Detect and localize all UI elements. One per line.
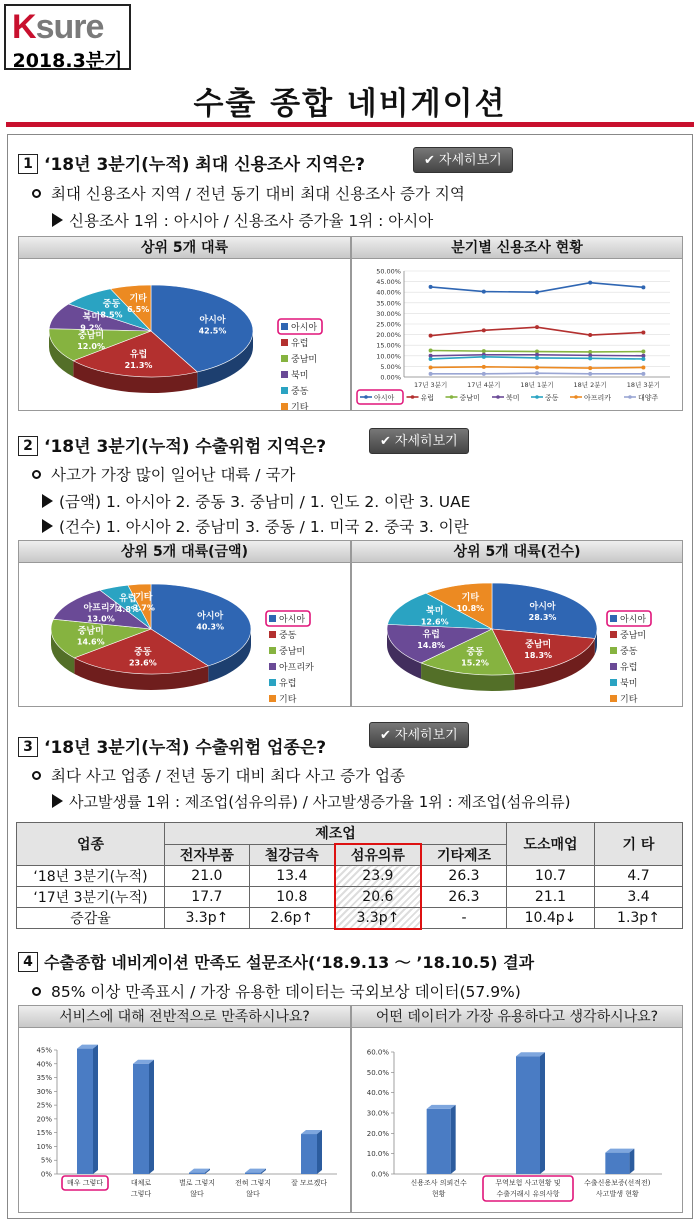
y-tick-label: 30.0% <box>366 1109 389 1118</box>
check-icon: ✔ <box>424 153 435 168</box>
y-tick-label: 20% <box>36 1115 52 1124</box>
sec2-heading <box>18 432 326 457</box>
legend-marker <box>450 395 454 399</box>
legend-label: 기타 <box>620 695 638 705</box>
sec1-answer: 신용조사 1위 : 아시아 / 신용조사 증가율 1위 : 아시아 <box>52 209 433 231</box>
pie-slice-value: 28.3% <box>528 613 557 623</box>
th-sub-highlight: 섬유의류 <box>335 844 421 866</box>
y-tick-label: 35% <box>36 1074 52 1083</box>
check-icon: ✔ <box>380 434 391 449</box>
legend-swatch <box>269 679 276 686</box>
check-icon: ✔ <box>380 728 391 743</box>
sec1-heading <box>18 150 365 175</box>
bar <box>189 1173 205 1174</box>
row-label: ‘17년 3분기(누적) <box>17 887 165 908</box>
pie-slice-value: 21.3% <box>124 360 153 370</box>
th-wholesale: 도소매업 <box>507 823 595 866</box>
legend-label: 유럽 <box>279 679 297 689</box>
pie-slice-name: 아시아 <box>197 611 224 622</box>
series-point <box>588 356 592 360</box>
legend-label: 중동 <box>620 647 638 657</box>
sec4-bar1-panel <box>18 1005 351 1213</box>
legend-label: 중동 <box>279 631 297 641</box>
x-tick-label: 사고발생 현황 <box>595 1190 639 1198</box>
pie-slice-value: 14.8% <box>417 641 446 651</box>
y-tick-label: 20.00% <box>376 331 401 340</box>
series-point <box>641 350 645 354</box>
legend-swatch <box>269 647 276 654</box>
series-point <box>535 325 539 329</box>
table-cell-highlight: 20.6 <box>335 887 421 908</box>
pie-slice-value: 14.6% <box>76 637 105 647</box>
x-tick-label: 수출거래시 유의사항 <box>496 1190 560 1198</box>
legend-swatch <box>281 355 288 362</box>
sec2-detail-button[interactable]: ✔ 자세히보기 <box>369 428 469 454</box>
table-cell: 4.7 <box>595 866 683 887</box>
bullet-circle-icon <box>32 189 41 198</box>
sec4-bar2-panel <box>351 1005 683 1213</box>
bullet-circle-icon <box>32 771 41 780</box>
bar <box>245 1173 261 1174</box>
legend-label: 중동 <box>545 394 559 402</box>
table-cell: 26.3 <box>421 887 507 908</box>
pie-slice-name: 유럽 <box>129 349 148 360</box>
series-point <box>429 365 433 369</box>
bar <box>133 1064 149 1174</box>
pie-slice-value: 9.2% <box>80 323 103 333</box>
sec4-question: 수출종합 네비게이션 만족도 설문조사(‘18.9.13 ～ ’18.10.5) 결과 <box>44 953 535 972</box>
sec4-bar1-title: 서비스에 대해 전반적으로 만족하시나요? <box>19 1006 350 1028</box>
line-chart-quarterly <box>352 259 682 410</box>
bar-side <box>317 1130 322 1174</box>
legend-marker <box>574 395 578 399</box>
legend-swatch <box>281 371 288 378</box>
table-cell: 3.3p↑ <box>165 908 250 929</box>
bar-chart-useful-data <box>352 1028 682 1212</box>
legend-label: 유럽 <box>291 339 309 349</box>
legend-label: 아프리카 <box>279 663 314 673</box>
pie-slice-value: 4.8% <box>116 605 139 615</box>
pie-slice-name: 기타 <box>461 593 480 604</box>
sec3-heading <box>18 733 326 758</box>
bar-top <box>605 1149 634 1153</box>
x-tick-label: 17년 4분기 <box>467 381 501 389</box>
series-point <box>482 290 486 294</box>
bar <box>605 1153 629 1174</box>
legend-label: 아프리카 <box>584 394 612 402</box>
pie-chart-amount <box>19 563 350 706</box>
pie-slice-value: 23.6% <box>128 658 157 668</box>
y-tick-label: 5.00% <box>380 362 401 371</box>
legend-swatch <box>610 631 617 638</box>
sec2-pie-amount-panel <box>18 540 351 707</box>
series-point <box>641 372 645 376</box>
y-tick-label: 45.00% <box>376 278 401 287</box>
series-point <box>429 349 433 353</box>
sec4-bar2-title: 어떤 데이터가 가장 유용하다고 생각하시나요? <box>352 1006 682 1028</box>
series-point <box>535 371 539 375</box>
pie-slice-value: 42.5% <box>198 326 227 336</box>
pie-slice-name: 북미 <box>82 312 101 323</box>
x-tick-label: 않다 <box>190 1190 204 1198</box>
legend-swatch <box>269 615 276 622</box>
legend-swatch <box>269 695 276 702</box>
legend-marker <box>535 395 539 399</box>
x-tick-label: 무역보험 사고현황 및 <box>495 1179 561 1187</box>
y-tick-label: 35.00% <box>376 299 401 308</box>
legend-swatch <box>269 631 276 638</box>
series-point <box>641 365 645 369</box>
legend-label: 기타 <box>291 403 309 410</box>
bar <box>427 1109 451 1174</box>
bar-chart-satisfaction <box>19 1028 350 1212</box>
y-tick-label: 15.00% <box>376 341 401 350</box>
legend-label: 아시아 <box>620 615 647 625</box>
pie-slice-name: 중동 <box>134 647 152 658</box>
x-tick-label: 18년 2분기 <box>573 381 607 389</box>
sec2-pie2-title: 상위 5개 대륙(건수) <box>352 541 682 563</box>
arrow-right-icon <box>52 794 63 808</box>
sec4-number: 4 <box>18 952 38 972</box>
bar-side <box>93 1045 98 1174</box>
pie-slice-value: 13.0% <box>86 614 115 624</box>
x-tick-label: 18년 1분기 <box>520 381 554 389</box>
series-point <box>482 349 486 353</box>
series-point <box>429 334 433 338</box>
pie-slice-name: 중남미 <box>77 626 104 637</box>
legend-swatch <box>610 647 617 654</box>
pie-slice-value: 18.3% <box>524 651 553 661</box>
x-tick-label: 현황 <box>431 1190 446 1198</box>
period-label: 2018.3분기 <box>12 50 123 72</box>
series-point <box>535 365 539 369</box>
table-cell: 10.4p↓ <box>507 908 595 929</box>
pie-slice-value: 3.7% <box>132 603 155 613</box>
pie-slice-name: 북미 <box>426 606 444 617</box>
legend-label: 북미 <box>291 371 309 381</box>
pie-slice-value: 12.6% <box>420 617 449 627</box>
x-tick-label: 수출신용보증(선적전) <box>584 1179 651 1187</box>
sec2-pie-count-panel <box>351 540 683 707</box>
table-cell-highlight: 23.9 <box>335 866 421 887</box>
sec3-bullet: 최다 사고 업종 / 전년 동기 대비 최다 사고 증가 업종 <box>28 764 405 786</box>
legend-swatch <box>281 323 288 330</box>
legend-swatch <box>281 339 288 346</box>
legend-label: 북미 <box>506 394 520 402</box>
x-tick-label: 않다 <box>246 1190 260 1198</box>
bullet-circle-icon <box>32 470 41 479</box>
legend-swatch <box>269 663 276 670</box>
y-tick-label: 40% <box>36 1060 52 1069</box>
sec2-answer-count: (건수) 1. 아시아 2. 중남미 3. 중동 / 1. 미국 2. 중국 3. 이란 <box>42 515 469 537</box>
bar-side <box>149 1060 154 1174</box>
series-point <box>641 330 645 334</box>
table-cell: 26.3 <box>421 866 507 887</box>
table-cell: 1.3p↑ <box>595 908 683 929</box>
y-tick-label: 50.0% <box>366 1068 389 1077</box>
bar-top <box>427 1105 456 1109</box>
sec1-question: ‘18년 3분기(누적) 최대 신용조사 지역은? <box>44 155 365 175</box>
pie-slice-name: 유럽 <box>422 630 440 641</box>
y-tick-label: 25.00% <box>376 320 401 329</box>
pie-chart-continents <box>19 259 350 410</box>
page-title: 수출 종합 네비게이션 <box>193 86 507 122</box>
sec2-bullet: 사고가 가장 많이 일어난 대륙 / 국가 <box>28 463 295 485</box>
pie-slice-value: 8.5% <box>100 310 123 320</box>
pie-slice-name: 아프리카 <box>83 603 119 614</box>
legend-label: 중남미 <box>620 631 647 641</box>
y-tick-label: 5% <box>40 1156 52 1165</box>
sec1-pie-title: 상위 5개 대륙 <box>19 237 350 259</box>
table-cell: 2.6p↑ <box>249 908 335 929</box>
y-tick-label: 45% <box>36 1046 52 1055</box>
sec3-detail-button[interactable]: ✔ 자세히보기 <box>369 722 469 748</box>
pie-slice-value: 15.2% <box>461 658 489 668</box>
sec2-question: ‘18년 3분기(누적) 수출위험 지역은? <box>44 437 327 457</box>
y-tick-label: 15% <box>36 1129 52 1138</box>
bar-top <box>516 1052 545 1056</box>
pie-slice-value: 10.8% <box>456 604 485 614</box>
legend-label: 대양주 <box>638 394 659 402</box>
th-sub: 철강금속 <box>249 844 335 866</box>
x-tick-label: 신용조사 의뢰건수 <box>410 1179 467 1187</box>
y-tick-label: 40.00% <box>376 288 401 297</box>
pie-slice-name: 아시아 <box>529 602 556 613</box>
sec1-line-panel <box>351 236 683 411</box>
th-other: 기 타 <box>595 823 683 866</box>
pie-slice-name: 중남미 <box>525 640 552 651</box>
th-manufacturing: 제조업 <box>165 823 507 845</box>
legend-swatch <box>610 663 617 670</box>
th-sub: 기타제조 <box>421 844 507 866</box>
sec3-answer: 사고발생률 1위 : 제조업(섬유의류) / 사고발생증가율 1위 : 제조업(섬유의류) <box>52 791 571 812</box>
bar <box>516 1056 540 1174</box>
pie-slice-name: 중남미 <box>78 331 105 342</box>
series-point <box>641 357 645 361</box>
series-point <box>588 281 592 285</box>
th-sub: 전자부품 <box>165 844 250 866</box>
legend-label: 유럽 <box>420 394 435 402</box>
table-cell: 10.8 <box>249 887 335 908</box>
row-label: 증감율 <box>17 908 165 929</box>
series-point <box>429 372 433 376</box>
table-cell-highlight: 3.3p↑ <box>335 908 421 929</box>
series-point <box>535 290 539 294</box>
legend-label: 중남미 <box>291 355 318 365</box>
x-tick-label: 전혀 그렇지 <box>234 1179 272 1187</box>
title-divider <box>6 122 694 127</box>
y-tick-label: 10% <box>36 1142 52 1151</box>
industry-risk-table <box>16 822 683 930</box>
row-label: ‘18년 3분기(누적) <box>17 866 165 887</box>
legend-swatch <box>610 615 617 622</box>
x-tick-label: 18년 3분기 <box>626 381 661 389</box>
y-tick-label: 40.0% <box>366 1089 389 1098</box>
sec1-line-title: 분기별 신용조사 현황 <box>352 237 682 259</box>
y-tick-label: 0% <box>40 1170 52 1179</box>
series-point <box>588 372 592 376</box>
table-cell: 3.4 <box>595 887 683 908</box>
sec1-pie-panel <box>18 236 351 411</box>
pie-slice-name: 기타 <box>135 592 153 603</box>
series-point <box>482 328 486 332</box>
bar-side <box>451 1105 456 1174</box>
table-cell: 10.7 <box>507 866 595 887</box>
pie-slice-name: 중동 <box>466 647 484 658</box>
series-point <box>641 285 645 289</box>
series-point <box>429 357 433 361</box>
legend-marker <box>628 395 632 399</box>
table-cell: 21.0 <box>165 866 250 887</box>
bar-side <box>629 1149 634 1174</box>
x-tick-label: 별로 그렇지 <box>178 1179 216 1187</box>
series-point <box>429 285 433 289</box>
sec2-pie1-title: 상위 5개 대륙(금액) <box>19 541 350 563</box>
table-cell: 21.1 <box>507 887 595 908</box>
legend-label: 아시아 <box>291 323 318 333</box>
bar <box>301 1134 317 1174</box>
series-point <box>588 366 592 370</box>
y-tick-label: 60.0% <box>366 1048 389 1057</box>
series-point <box>535 356 539 360</box>
arrow-right-icon <box>52 213 63 227</box>
y-tick-label: 30% <box>36 1087 52 1096</box>
sec1-number: 1 <box>18 154 38 174</box>
table-cell: 17.7 <box>165 887 250 908</box>
legend-label: 아시아 <box>374 394 395 402</box>
pie-slice-name: 중동 <box>102 299 121 310</box>
pie-slice-value: 12.0% <box>77 342 105 352</box>
y-tick-label: 20.0% <box>366 1129 389 1138</box>
legend-label: 북미 <box>620 679 638 689</box>
legend-swatch <box>281 403 288 410</box>
pie-slice-name: 기타 <box>129 294 147 305</box>
legend-label: 아시아 <box>279 615 306 625</box>
pie-slice-name: 아시아 <box>199 315 226 326</box>
legend-label: 중남미 <box>279 647 306 657</box>
legend-swatch <box>281 387 288 394</box>
x-tick-label: 대체로 <box>130 1179 152 1187</box>
pie-slice-value: 6.5% <box>127 305 150 315</box>
arrow-right-icon <box>42 519 53 533</box>
y-tick-label: 0.0% <box>371 1170 389 1179</box>
bar <box>77 1049 93 1174</box>
brand-text: Ksure <box>12 8 104 46</box>
table-cell: - <box>421 908 507 929</box>
legend-swatch <box>610 695 617 702</box>
legend-marker <box>496 395 500 399</box>
pie-slice-name: 유럽 <box>119 594 137 605</box>
sec3-question: ‘18년 3분기(누적) 수출위험 업종은? <box>44 738 327 758</box>
bar-side <box>540 1052 545 1174</box>
sec3-number: 3 <box>18 737 38 757</box>
legend-label: 기타 <box>279 695 297 705</box>
arrow-right-icon <box>42 494 53 508</box>
sec2-answer-amount: (금액) 1. 아시아 2. 중동 3. 중남미 / 1. 인도 2. 이란 3. UAE <box>42 490 470 512</box>
legend-label: 중남미 <box>459 394 480 402</box>
y-tick-label: 10.0% <box>366 1150 389 1159</box>
bullet-circle-icon <box>32 987 41 996</box>
y-tick-label: 25% <box>36 1101 52 1110</box>
x-tick-label: 잘 모르겠다 <box>290 1179 328 1187</box>
legend-label: 중동 <box>291 387 309 397</box>
table-cell: 13.4 <box>249 866 335 887</box>
pie-chart-count <box>352 563 682 706</box>
sec4-bullet: 85% 이상 만족표시 / 가장 유용한 데이터는 국외보상 데이터(57.9%) <box>28 980 521 1002</box>
x-tick-label: 매우 그렇다 <box>66 1179 104 1187</box>
logo <box>4 4 131 70</box>
sec2-number: 2 <box>18 436 38 456</box>
sec1-bullet: 최대 신용조사 지역 / 전년 동기 대비 최대 신용조사 증가 지역 <box>28 182 465 204</box>
y-tick-label: 10.00% <box>376 352 401 361</box>
y-tick-label: 30.00% <box>376 309 401 318</box>
x-tick-label: 그렇다 <box>130 1190 152 1198</box>
pie-slice-value: 40.3% <box>196 622 225 632</box>
y-tick-label: 50.00% <box>376 267 401 276</box>
series-point <box>482 355 486 359</box>
sec4-heading <box>18 950 534 973</box>
legend-swatch <box>610 679 617 686</box>
legend-marker <box>411 395 415 399</box>
x-tick-label: 17년 3분기 <box>413 381 448 389</box>
y-tick-label: 0.00% <box>380 373 401 382</box>
sec1-detail-button[interactable]: ✔ 자세히보기 <box>413 147 513 173</box>
th-industry: 업종 <box>17 823 165 866</box>
legend-label: 유럽 <box>620 663 638 673</box>
series-point <box>588 333 592 337</box>
series-point <box>482 365 486 369</box>
series-point <box>482 372 486 376</box>
legend-marker <box>364 395 368 399</box>
